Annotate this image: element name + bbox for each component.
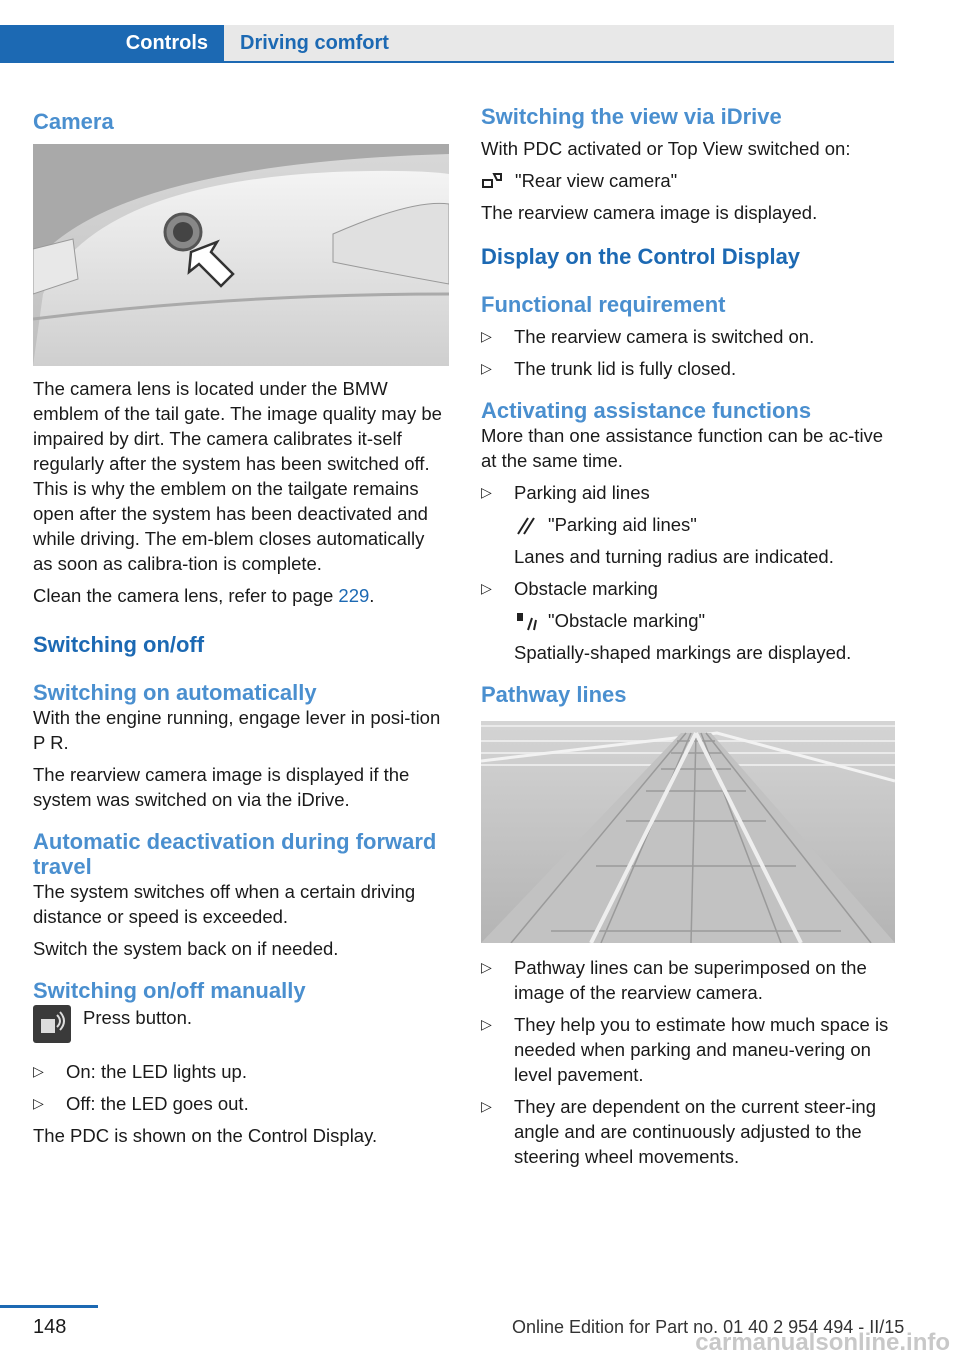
pathway-bullets — [481, 955, 897, 1169]
auto-on-heading: Switching on automatically — [33, 680, 317, 705]
switching-heading: Switching on/off — [33, 632, 205, 657]
auto-on-text-2: The rearview camera image is displayed if the system was switched on via the iDrive. — [33, 764, 410, 810]
parking-aid-menu-line[interactable] — [514, 512, 897, 537]
edition-text: Online Edition for Part no. 01 40 2 954 494 - II/15 — [512, 1317, 905, 1337]
rear-view-menu-line[interactable] — [481, 168, 897, 193]
page-link-229[interactable]: 229 — [338, 585, 370, 606]
bullet-text: The trunk lid is fully closed. — [514, 358, 737, 379]
parking-aid-desc: Lanes and turning radius are indicated. — [514, 546, 834, 567]
parking-aid-lines-icon — [514, 514, 538, 536]
bullet-text: The rearview camera is switched on. — [514, 326, 815, 347]
rear-view-text: The rearview camera image is displayed. — [481, 202, 818, 223]
auto-off-text: The system switches off when a certain driving distance or speed is exceeded. — [33, 881, 416, 927]
obstacle-marking-menu-line[interactable] — [514, 608, 897, 633]
list-item: ▷ On: the LED lights up. — [33, 1061, 247, 1082]
obstacle-marking-desc: Spatially-shaped markings are displayed. — [514, 642, 852, 663]
pdc-button-icon — [33, 1005, 71, 1043]
auto-on-text: With the engine running, engage lever in posi-tion P R. — [33, 707, 441, 753]
list-item: ▷ Parking aid lines "Parking aid lines" Lanes and turning radius are indicated. — [481, 480, 897, 569]
press-button-text: Press button. — [83, 1007, 193, 1028]
left-column — [33, 98, 449, 1148]
pathway-illustration — [481, 721, 895, 943]
camera-illustration — [33, 144, 449, 366]
tailgate-camera-image — [33, 144, 449, 366]
pdc-button-row — [33, 1005, 449, 1043]
rear-view-menu-label: "Rear view camera" — [515, 170, 678, 191]
assist-bullets — [481, 480, 897, 665]
bullet-text: Pathway lines can be superimposed on the image of the rearview camera. — [514, 957, 867, 1003]
obstacle-marking-icon — [514, 610, 538, 632]
list-item: ▷ The rearview camera is switched on. — [481, 326, 815, 347]
led-bullets — [33, 1059, 449, 1116]
clean-prefix: Clean the camera lens, refer to page — [33, 585, 339, 606]
rear-view-camera-icon — [481, 170, 505, 192]
idrive-heading: Switching the view via iDrive — [481, 104, 782, 129]
list-item: ▷ Off: the LED goes out. — [33, 1093, 249, 1114]
page-number: 148 — [33, 1316, 67, 1338]
obstacle-marking-menu-label: "Obstacle marking" — [548, 610, 706, 631]
clean-suffix: . — [369, 585, 375, 606]
pathway-lines-image — [481, 721, 895, 943]
display-heading: Display on the Control Display — [481, 244, 801, 269]
manual-heading: Switching on/off manually — [33, 978, 306, 1003]
list-item: ▷ The trunk lid is fully closed. — [481, 358, 737, 379]
parking-aid-label: Parking aid lines — [514, 482, 650, 503]
auto-off-text-2: Switch the system back on if needed. — [33, 938, 339, 959]
functional-bullets — [481, 324, 897, 381]
footer-divider — [0, 1305, 98, 1308]
tab-driving-comfort[interactable]: Driving comfort — [224, 25, 894, 61]
idrive-text: With PDC activated or Top View switched on: — [481, 138, 851, 159]
obstacle-marking-label: Obstacle marking — [514, 578, 658, 599]
header-divider — [0, 61, 894, 63]
camera-description: The camera lens is located under the BMW emblem of the tail gate. The image quality may be impaired by dirt. The camera calibrates it-self regularly after the system has been switched off. This is why the emblem on the tailgate remains open after the system has been deactivated and while driving. The em-blem closes automatically as soon as calibra-tion is complete. — [33, 378, 442, 574]
functional-heading: Functional requirement — [481, 292, 726, 317]
camera-heading: Camera — [33, 109, 114, 134]
right-column — [481, 98, 897, 1176]
pathway-heading: Pathway lines — [481, 682, 627, 707]
bullet-text: Off: the LED goes out. — [66, 1093, 249, 1114]
list-item: ▷ Obstacle marking "Obstacle marking" Spatially-shaped markings are displayed. — [481, 576, 897, 665]
assist-heading: Activating assistance functions — [481, 398, 812, 423]
bullet-text: They are dependent on the current steer-ing angle and are continuously adjusted to the steering wheel movements. — [514, 1096, 877, 1167]
assist-text: More than one assistance function can be ac-tive at the same time. — [481, 425, 884, 471]
bullet-text: On: the LED lights up. — [66, 1061, 247, 1082]
list-item: ▷ They are dependent on the current steer-ing angle and are continuously adjusted to the steering wheel movements. — [481, 1096, 877, 1167]
clean-reference — [33, 583, 449, 608]
auto-off-heading: Automatic deactivation during forward travel — [33, 829, 437, 879]
list-item: ▷ Pathway lines can be superimposed on the image of the rearview camera. — [481, 957, 867, 1003]
pdc-text: The PDC is shown on the Control Display. — [33, 1125, 378, 1146]
tab-controls[interactable]: Controls — [0, 25, 224, 61]
list-item: ▷ They help you to estimate how much space is needed when parking and maneu-vering on level pavement. — [481, 1014, 889, 1085]
parking-aid-menu-label: "Parking aid lines" — [548, 514, 697, 535]
bullet-text: They help you to estimate how much space is needed when parking and maneu-vering on level pavement. — [514, 1014, 889, 1085]
watermark: carmanualsonline.info — [695, 1329, 950, 1356]
